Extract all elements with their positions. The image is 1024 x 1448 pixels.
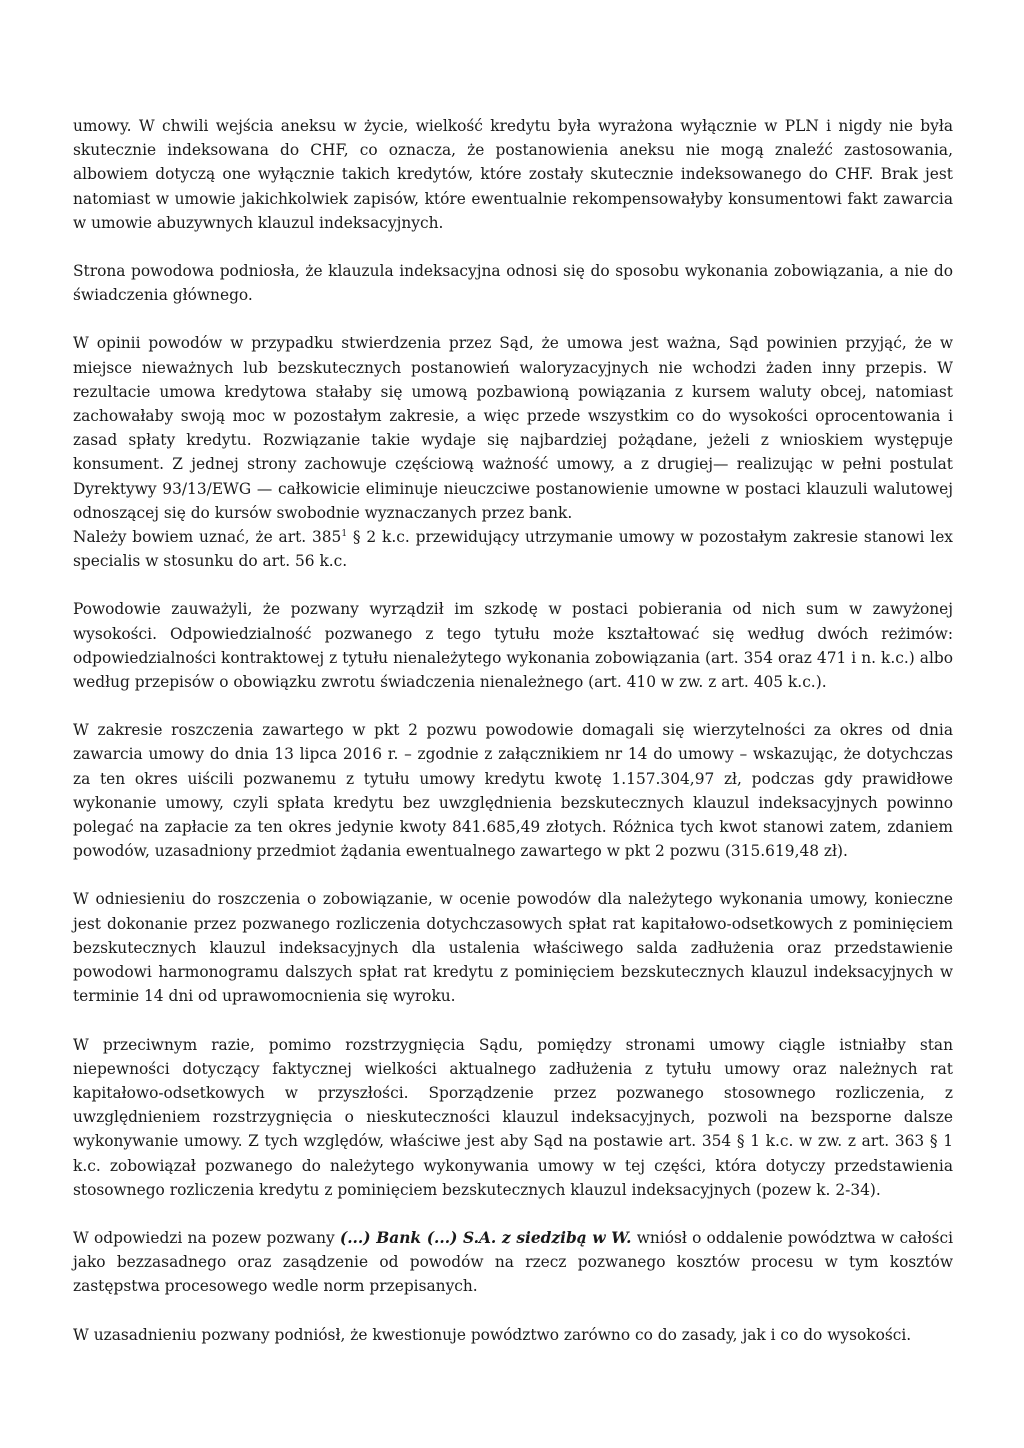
paragraph-9-rest: wniósł o oddalenie powództwa w całości jako bezzasadnego oraz zasądzenie od powodów na rzecz pozwanego kosztów procesu w tym kosztów zastępstwa procesowego wedle norm przepisanych. [73,1228,953,1296]
paragraph-7: W odniesieniu do roszczenia o zobowiązanie, w ocenie powodów dla należytego wykonania umowy, konieczne jest dokonanie przez pozwanego rozliczenia dotychczasowych spłat rat kapitałowo-odsetkowych z pominięciem bezskutecznych klauzul indeksacyjnych dla ustalenia właściwego salda zadłużenia oraz przedstawienie powodowi harmonogramu dalszych spłat rat kredytu z pominięciem bezskutecznych klauzul indeksacyjnych w terminie 14 dni od uprawomocnienia się wyroku. [73,890,953,1006]
paragraph-5: Powodowie zauważyli, że pozwany wyrządził im szkodę w postaci pobierania od nich sum w zawyżonej wysokości. Odpowiedzialność pozwanego z tego tytułu może kształtować się według dwóch reżimów: odpowiedzialności kontraktowej z tytułu nienależytego wykonania zobowiązania (art. 354 oraz 471 i n. k.c.) albo według przepisów o obowiązku zwrotu świadczenia nienależnego (art. 410 w zw. z art. 405 k.c.). [73,600,953,692]
paragraph-2: Strona powodowa podniosła, że klauzula indeksacyjna odnosi się do sposobu wykonania zobowiązania, a nie do świadczenia głównego. [73,262,953,305]
document-page [73,114,953,1371]
paragraph-4 [73,525,953,573]
paragraph-1: umowy. W chwili wejścia aneksu w życie, wielkość kredytu była wyrażona wyłącznie w PLN i nigdy nie była skutecznie indeksowana do CHF, co oznacza, że postanowienia aneksu nie mogą znaleźć zastosowania, albowiem dotyczą one wyłącznie takich kredytów, które zostały skutecznie indeksowanego do CHF. Brak jest natomiast w umowie jakichkolwiek zapisów, które ewentualnie rekompensowałyby konsumentowi fakt zawarcia w umowie abuzywnych klauzul indeksacyjnych. [73,117,953,232]
paragraph-6: W zakresie roszczenia zawartego w pkt 2 pozwu powodowie domagali się wierzytelności za okres od dnia zawarcia umowy do dnia 13 lipca 2016 r. – zgodnie z załącznikiem nr 14 do umowy – wskazując, że dotychczas za ten okres uiścili pozwanemu z tytułu umowy kredytu kwotę 1.157.304,97 zł, podczas gdy prawidłowe wykonanie umowy, czyli spłata kredytu bez uwzględnienia bezskutecznych klauzul indeksacyjnych powinno polegać na zapłacie za ten okres jedynie kwoty 841.685,49 złotych. Różnica tych kwot stanowi zatem, zdaniem powodów, uzasadniony przedmiot żądania ewentualnego zawartego w pkt 2 pozwu (315.619,48 zł). [73,721,953,861]
defendant-name: (...) Bank (...) S.A. z siedzibą w W. [339,1228,632,1247]
superscript: 1 [341,528,348,539]
paragraph-9 [73,1226,953,1299]
paragraph-4-rest: § 2 k.c. przewidujący utrzymanie umowy w pozostałym zakresie stanowi lex specialis w stosunku do art. 56 k.c. [73,528,953,571]
paragraph-10: W uzasadnieniu pozwany podniósł, że kwestionuje powództwo zarówno co do zasady, jak i co do wysokości. [73,1325,912,1344]
paragraph-9-text: W odpowiedzi na pozew pozwany [73,1228,340,1247]
paragraph-8: W przeciwnym razie, pomimo rozstrzygnięcia Sądu, pomiędzy stronami umowy ciągle istniałby stan niepewności dotyczący faktycznej wielkości aktualnego zadłużenia z tytułu umowy oraz należnych rat kapitałowo-odsetkowych w przyszłości. Sporządzenie przez pozwanego stosownego rozliczenia, z uwzględnieniem rozstrzygnięcia o nieskuteczności klauzul indeksacyjnych, pozwoli na bezsporne dalsze wykonywanie umowy. Z tych względów, właściwe jest aby Sąd na postawie art. 354 § 1 k.c. w zw. z art. 363 § 1 k.c. zobowiązał pozwanego do należytego wykonywania umowy w tej części, która dotyczy przedstawienia stosownego rozliczenia kredytu z pominięciem bezskutecznych klauzul indeksacyjnych (pozew k. 2-34). [73,1035,953,1199]
paragraph-3: W opinii powodów w przypadku stwierdzenia przez Sąd, że umowa jest ważna, Sąd powinien przyjąć, że w miejsce nieważnych lub bezskutecznych postanowień waloryzacyjnych nie wchodzi żaden inny przepis. W rezultacie umowa kredytowa stałaby się umową pozbawioną powiązania z kursem waluty obcej, natomiast zachowałaby swoją moc w pozostałym zakresie, a więc przede wszystkim co do wysokości oprocentowania i zasad spłaty kredytu. Rozwiązanie takie wydaje się najbardziej pożądane, jeżeli z wnioskiem występuje konsument. Z jednej strony zachowuje częściową ważność umowy, a z drugiej— realizując w pełni postulat Dyrektywy 93/13/EWG — całkowicie eliminuje nieuczciwe postanowienie umowne w postaci klauzuli walutowej odnoszącej się do kursów swobodnie wyznaczanych przez bank. [73,334,953,522]
paragraph-4-text: Należy bowiem uznać, że art. 385 [73,528,342,547]
